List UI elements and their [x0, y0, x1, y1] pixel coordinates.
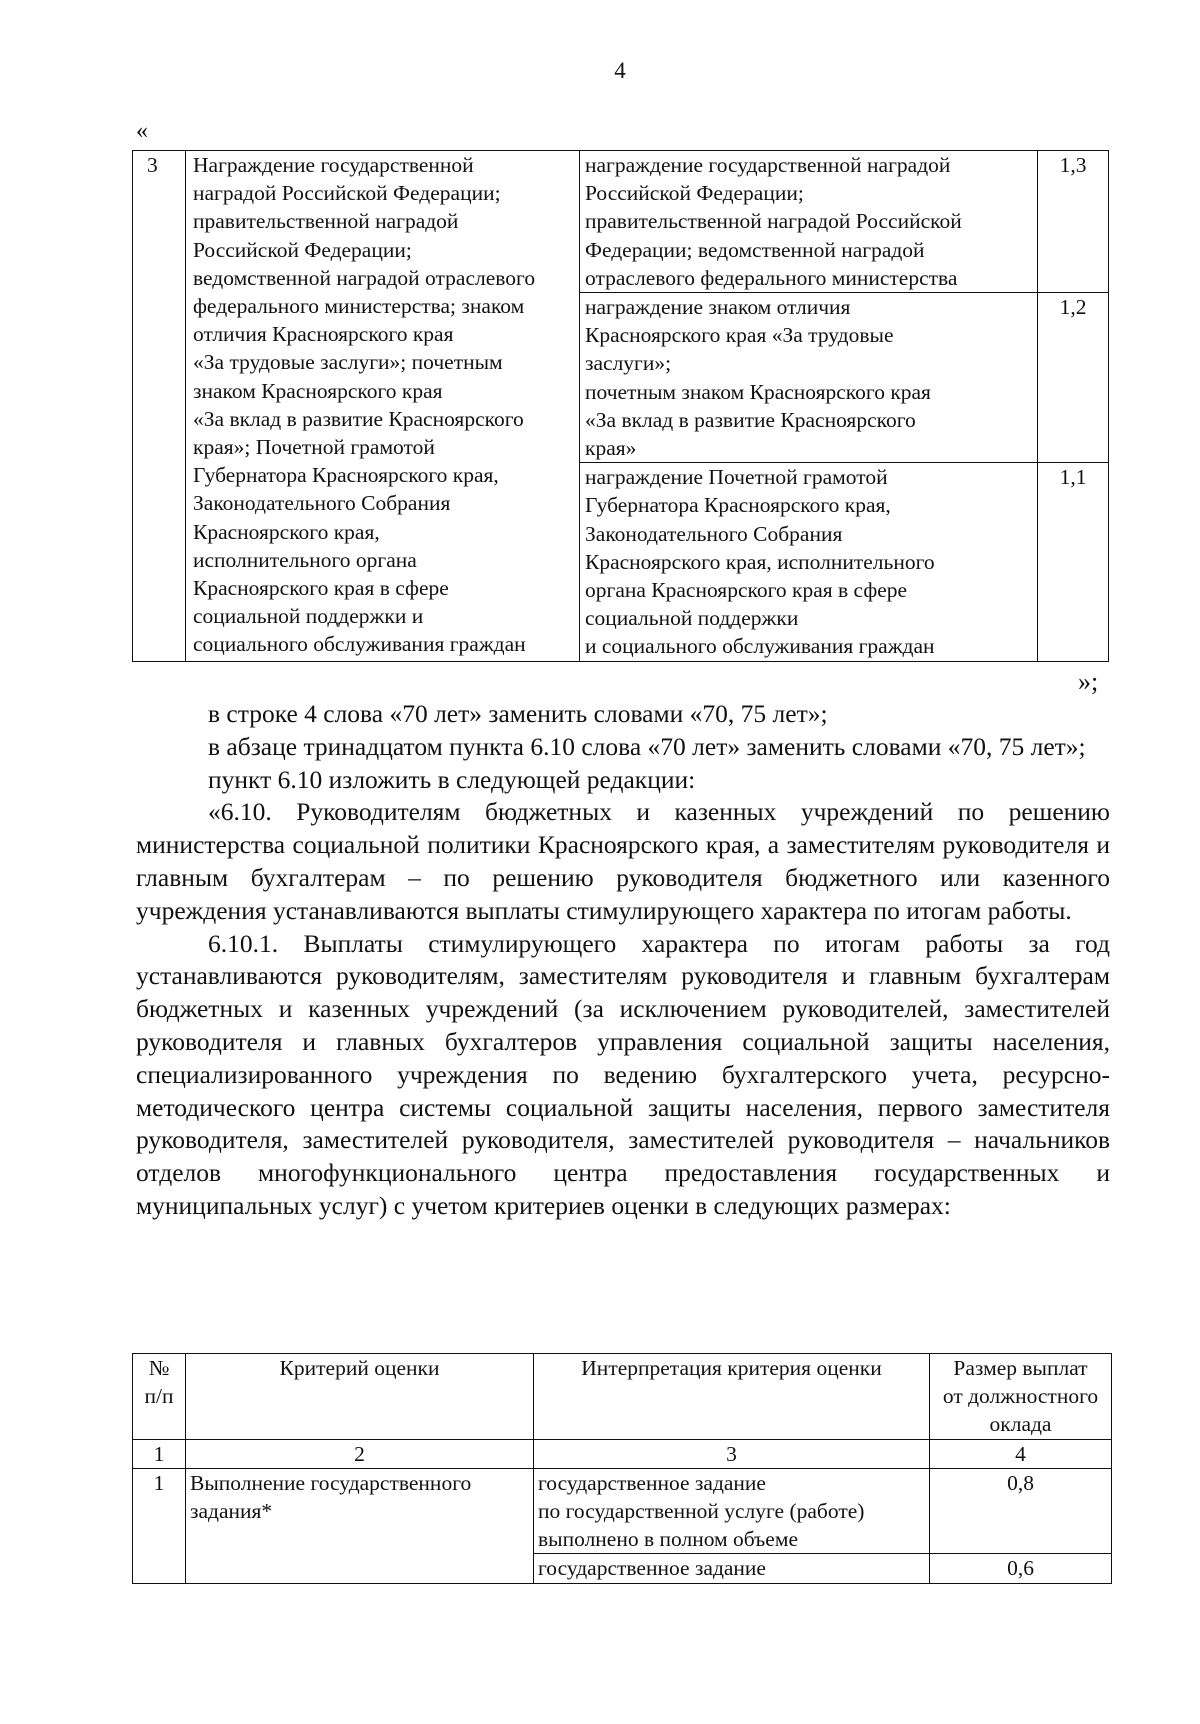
- amendment-text: [136, 698, 1110, 1223]
- interpretation-cell: награждение Почетной грамотой Губернатора Красноярского края, Законодательного Собрания Красноярского края, исполнительного органа Красноярского края в сфере социальной поддержки и социального обслуживания граждан: [580, 463, 1038, 661]
- paragraph: в абзаце тринадцатом пункта 6.10 слова «70 лет» заменить словами «70, 75 лет»;: [208, 731, 1086, 761]
- column-header: № п/п: [133, 1354, 186, 1440]
- column-header: Размер выплат от должностного оклада: [930, 1354, 1112, 1440]
- column-number: 2: [186, 1439, 534, 1468]
- paragraph: 6.10.1. Выплаты стимулирующего характера по итогам работы за год устанавливаются руководителям, заместителям руководителя и главным бухгалтерам бюджетных и казенных учреждений (за исключением руководителей, заместителей руководителя и главных бухгалтеров управления социальной защиты населения, специализированного учреждения по ведению бухгалтерского учета, ресурсно-методического центра системы социальной защиты населения, первого заместителя руководителя, заместителей руководителя, заместителей руководителя – начальников отделов многофункционального центра предоставления государственных и муниципальных услуг) с учетом критериев оценки в следующих размерах:: [136, 928, 1110, 1220]
- payment-size-cell: 1,3: [1038, 151, 1109, 293]
- column-number: 4: [930, 1439, 1112, 1468]
- criterion-cell: Выполнение государственного задания*: [186, 1468, 534, 1583]
- page-number: 4: [614, 58, 626, 83]
- payment-size-cell: 1,1: [1038, 463, 1109, 661]
- row-number-cell: 1: [133, 1468, 186, 1583]
- column-number: 1: [133, 1439, 186, 1468]
- table-row: [133, 151, 1109, 293]
- opening-quote-mark: «: [136, 118, 148, 144]
- column-header: Критерий оценки: [186, 1354, 534, 1440]
- paragraph: пункт 6.10 изложить в следующей редакции:: [208, 764, 696, 794]
- awards-criteria-table: [132, 150, 1109, 662]
- row-number-cell: 3: [133, 151, 186, 662]
- column-number: 3: [534, 1439, 930, 1468]
- paragraph: «6.10. Руководителям бюджетных и казенных учреждений по решению министерства социальной политики Красноярского края, а заместителям руководителя и главным бухгалтерам – по решению руководителя бюджетного или казенного учреждения устанавливаются выплаты стимулирующего характера по итогам работы.: [136, 797, 1110, 925]
- interpretation-cell: государственное задание: [534, 1554, 930, 1583]
- evaluation-criteria-table: [132, 1353, 1112, 1584]
- interpretation-cell: государственное задание по государственной услуге (работе) выполнено в полном объеме: [534, 1468, 930, 1554]
- payment-size-cell: 0,8: [930, 1468, 1112, 1554]
- criterion-cell: Награждение государственной наградой Российской Федерации; правительственной наградой Российской Федерации; ведомственной наградой отраслевого федерального министерства; знаком отличия Красноярского края «За трудовые заслуги»; почетным знаком Красноярского края «За вклад в развитие Красноярского края»; Почетной грамотой Губернатора Красноярского края, Законодательного Собрания Красноярского края, исполнительного органа Красноярского края в сфере социальной поддержки и социального обслуживания граждан: [186, 151, 580, 662]
- paragraph: в строке 4 слова «70 лет» заменить словами «70, 75 лет»;: [208, 699, 828, 728]
- table-header-row: [133, 1354, 1112, 1440]
- table-row: [133, 1468, 1112, 1554]
- interpretation-cell: награждение государственной наградой Российской Федерации; правительственной наградой Российской Федерации; ведомственной наградой отраслевого федерального министерства: [580, 151, 1038, 293]
- column-number-row: [133, 1439, 1112, 1468]
- payment-size-cell: 0,6: [930, 1554, 1112, 1583]
- payment-size-cell: 1,2: [1038, 293, 1109, 463]
- closing-quote-mark: »;: [1078, 667, 1099, 696]
- interpretation-cell: награждение знаком отличия Красноярского края «За трудовые заслуги»; почетным знаком Красноярского края «За вклад в развитие Красноярского края»: [580, 293, 1038, 463]
- column-header: Интерпретация критерия оценки: [534, 1354, 930, 1440]
